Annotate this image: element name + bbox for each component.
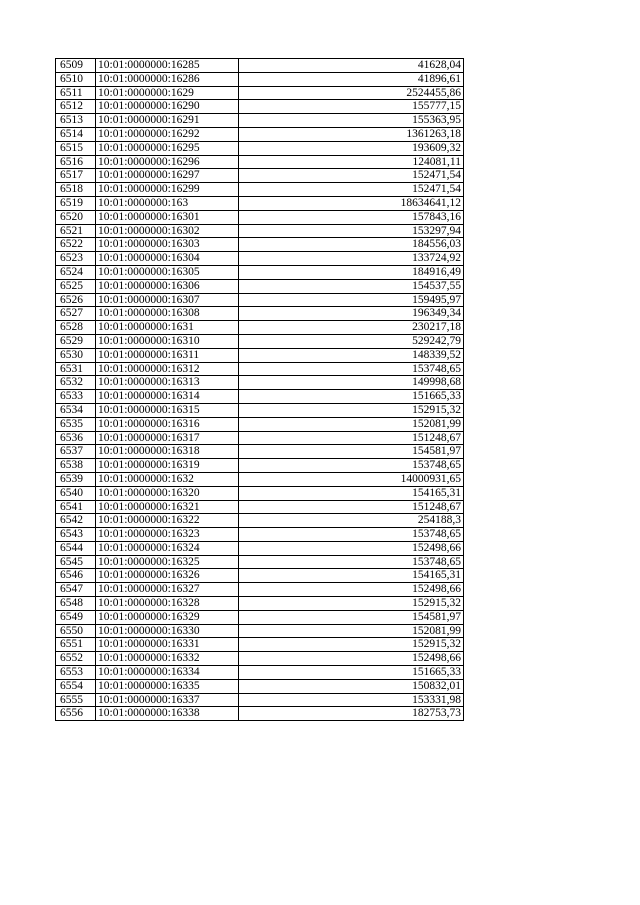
table-row xyxy=(56,141,464,155)
cadastral-number-cell: 10:01:0000000:16308 xyxy=(96,307,239,321)
value-cell: 148339,52 xyxy=(239,348,464,362)
value-cell: 152915,32 xyxy=(239,638,464,652)
row-number-cell: 6522 xyxy=(56,238,96,252)
table-row xyxy=(56,624,464,638)
row-number-cell: 6528 xyxy=(56,321,96,335)
cadastral-number-cell: 10:01:0000000:16338 xyxy=(96,707,239,721)
table-row xyxy=(56,500,464,514)
value-cell: 152081,99 xyxy=(239,624,464,638)
value-cell: 41896,61 xyxy=(239,72,464,86)
row-number-cell: 6517 xyxy=(56,169,96,183)
table-row xyxy=(56,569,464,583)
cadastral-number-cell: 10:01:0000000:16327 xyxy=(96,583,239,597)
value-cell: 155777,15 xyxy=(239,100,464,114)
value-cell: 152498,66 xyxy=(239,583,464,597)
row-number-cell: 6511 xyxy=(56,86,96,100)
table-row xyxy=(56,666,464,680)
cadastral-number-cell: 10:01:0000000:16319 xyxy=(96,459,239,473)
value-cell: 155363,95 xyxy=(239,114,464,128)
cadastral-number-cell: 10:01:0000000:16332 xyxy=(96,652,239,666)
table-row xyxy=(56,265,464,279)
cadastral-number-cell: 10:01:0000000:16320 xyxy=(96,486,239,500)
value-cell: 154165,31 xyxy=(239,569,464,583)
value-cell: 152498,66 xyxy=(239,541,464,555)
row-number-cell: 6509 xyxy=(56,59,96,73)
value-cell: 151248,67 xyxy=(239,500,464,514)
value-cell: 196349,34 xyxy=(239,307,464,321)
table-row xyxy=(56,693,464,707)
value-cell: 153748,65 xyxy=(239,362,464,376)
cadastral-number-cell: 10:01:0000000:16295 xyxy=(96,141,239,155)
cadastral-number-cell: 10:01:0000000:16314 xyxy=(96,390,239,404)
value-cell: 152915,32 xyxy=(239,403,464,417)
table-row xyxy=(56,210,464,224)
table-row xyxy=(56,114,464,128)
cadastral-value-table xyxy=(55,58,464,721)
row-number-cell: 6545 xyxy=(56,555,96,569)
row-number-cell: 6510 xyxy=(56,72,96,86)
table-row xyxy=(56,638,464,652)
table-row xyxy=(56,155,464,169)
row-number-cell: 6526 xyxy=(56,293,96,307)
row-number-cell: 6549 xyxy=(56,610,96,624)
table-row xyxy=(56,183,464,197)
row-number-cell: 6532 xyxy=(56,376,96,390)
value-cell: 151248,67 xyxy=(239,431,464,445)
table-row xyxy=(56,555,464,569)
row-number-cell: 6527 xyxy=(56,307,96,321)
row-number-cell: 6551 xyxy=(56,638,96,652)
value-cell: 154537,55 xyxy=(239,279,464,293)
row-number-cell: 6521 xyxy=(56,224,96,238)
row-number-cell: 6529 xyxy=(56,334,96,348)
value-cell: 154581,97 xyxy=(239,445,464,459)
value-cell: 153748,65 xyxy=(239,459,464,473)
row-number-cell: 6544 xyxy=(56,541,96,555)
cadastral-number-cell: 10:01:0000000:1632 xyxy=(96,472,239,486)
table-row xyxy=(56,100,464,114)
row-number-cell: 6555 xyxy=(56,693,96,707)
value-cell: 182753,73 xyxy=(239,707,464,721)
row-number-cell: 6520 xyxy=(56,210,96,224)
cadastral-number-cell: 10:01:0000000:16290 xyxy=(96,100,239,114)
table-row xyxy=(56,307,464,321)
row-number-cell: 6523 xyxy=(56,252,96,266)
value-cell: 152498,66 xyxy=(239,652,464,666)
cadastral-number-cell: 10:01:0000000:16304 xyxy=(96,252,239,266)
value-cell: 230217,18 xyxy=(239,321,464,335)
table-row xyxy=(56,321,464,335)
table-row xyxy=(56,362,464,376)
cadastral-number-cell: 10:01:0000000:16337 xyxy=(96,693,239,707)
cadastral-number-cell: 10:01:0000000:163 xyxy=(96,196,239,210)
table-row xyxy=(56,652,464,666)
table-row xyxy=(56,445,464,459)
row-number-cell: 6516 xyxy=(56,155,96,169)
cadastral-number-cell: 10:01:0000000:16302 xyxy=(96,224,239,238)
value-cell: 529242,79 xyxy=(239,334,464,348)
row-number-cell: 6534 xyxy=(56,403,96,417)
cadastral-number-cell: 10:01:0000000:16306 xyxy=(96,279,239,293)
cadastral-number-cell: 10:01:0000000:1631 xyxy=(96,321,239,335)
cadastral-number-cell: 10:01:0000000:16317 xyxy=(96,431,239,445)
cadastral-number-cell: 10:01:0000000:16305 xyxy=(96,265,239,279)
row-number-cell: 6542 xyxy=(56,514,96,528)
row-number-cell: 6548 xyxy=(56,597,96,611)
table-row xyxy=(56,224,464,238)
table-body xyxy=(56,59,464,721)
cadastral-number-cell: 10:01:0000000:16307 xyxy=(96,293,239,307)
value-cell: 152081,99 xyxy=(239,417,464,431)
cadastral-number-cell: 10:01:0000000:16335 xyxy=(96,679,239,693)
table-row xyxy=(56,390,464,404)
table-row xyxy=(56,679,464,693)
value-cell: 14000931,65 xyxy=(239,472,464,486)
cadastral-number-cell: 10:01:0000000:16334 xyxy=(96,666,239,680)
table-row xyxy=(56,459,464,473)
row-number-cell: 6536 xyxy=(56,431,96,445)
table-row xyxy=(56,403,464,417)
cadastral-number-cell: 10:01:0000000:16316 xyxy=(96,417,239,431)
cadastral-number-cell: 10:01:0000000:16312 xyxy=(96,362,239,376)
cadastral-number-cell: 10:01:0000000:16286 xyxy=(96,72,239,86)
value-cell: 1361263,18 xyxy=(239,127,464,141)
value-cell: 149998,68 xyxy=(239,376,464,390)
cadastral-number-cell: 10:01:0000000:16330 xyxy=(96,624,239,638)
value-cell: 184556,03 xyxy=(239,238,464,252)
table-row xyxy=(56,279,464,293)
table-row xyxy=(56,169,464,183)
row-number-cell: 6513 xyxy=(56,114,96,128)
value-cell: 153748,65 xyxy=(239,528,464,542)
cadastral-number-cell: 10:01:0000000:16326 xyxy=(96,569,239,583)
table-row xyxy=(56,610,464,624)
row-number-cell: 6538 xyxy=(56,459,96,473)
table-row xyxy=(56,252,464,266)
value-cell: 152471,54 xyxy=(239,169,464,183)
cadastral-number-cell: 10:01:0000000:16324 xyxy=(96,541,239,555)
row-number-cell: 6556 xyxy=(56,707,96,721)
value-cell: 18634641,12 xyxy=(239,196,464,210)
cadastral-number-cell: 10:01:0000000:16325 xyxy=(96,555,239,569)
cadastral-number-cell: 10:01:0000000:16297 xyxy=(96,169,239,183)
table-row xyxy=(56,334,464,348)
cadastral-number-cell: 10:01:0000000:16329 xyxy=(96,610,239,624)
table-row xyxy=(56,472,464,486)
table-row xyxy=(56,196,464,210)
row-number-cell: 6554 xyxy=(56,679,96,693)
cadastral-number-cell: 10:01:0000000:16331 xyxy=(96,638,239,652)
value-cell: 152471,54 xyxy=(239,183,464,197)
row-number-cell: 6531 xyxy=(56,362,96,376)
table-row xyxy=(56,541,464,555)
row-number-cell: 6525 xyxy=(56,279,96,293)
table-row xyxy=(56,86,464,100)
table-row xyxy=(56,293,464,307)
table-row xyxy=(56,583,464,597)
cadastral-number-cell: 10:01:0000000:16313 xyxy=(96,376,239,390)
row-number-cell: 6550 xyxy=(56,624,96,638)
row-number-cell: 6533 xyxy=(56,390,96,404)
cadastral-number-cell: 10:01:0000000:1629 xyxy=(96,86,239,100)
value-cell: 152915,32 xyxy=(239,597,464,611)
value-cell: 193609,32 xyxy=(239,141,464,155)
cadastral-number-cell: 10:01:0000000:16303 xyxy=(96,238,239,252)
table-row xyxy=(56,348,464,362)
row-number-cell: 6524 xyxy=(56,265,96,279)
value-cell: 157843,16 xyxy=(239,210,464,224)
row-number-cell: 6530 xyxy=(56,348,96,362)
table-row xyxy=(56,238,464,252)
value-cell: 133724,92 xyxy=(239,252,464,266)
row-number-cell: 6546 xyxy=(56,569,96,583)
cadastral-number-cell: 10:01:0000000:16328 xyxy=(96,597,239,611)
value-cell: 151665,33 xyxy=(239,666,464,680)
row-number-cell: 6553 xyxy=(56,666,96,680)
value-cell: 154581,97 xyxy=(239,610,464,624)
value-cell: 254188,3 xyxy=(239,514,464,528)
value-cell: 2524455,86 xyxy=(239,86,464,100)
value-cell: 41628,04 xyxy=(239,59,464,73)
row-number-cell: 6537 xyxy=(56,445,96,459)
value-cell: 159495,97 xyxy=(239,293,464,307)
row-number-cell: 6539 xyxy=(56,472,96,486)
value-cell: 184916,49 xyxy=(239,265,464,279)
table-row xyxy=(56,417,464,431)
cadastral-number-cell: 10:01:0000000:16323 xyxy=(96,528,239,542)
row-number-cell: 6547 xyxy=(56,583,96,597)
cadastral-number-cell: 10:01:0000000:16301 xyxy=(96,210,239,224)
table-row xyxy=(56,707,464,721)
row-number-cell: 6519 xyxy=(56,196,96,210)
row-number-cell: 6514 xyxy=(56,127,96,141)
table-row xyxy=(56,59,464,73)
cadastral-number-cell: 10:01:0000000:16299 xyxy=(96,183,239,197)
cadastral-number-cell: 10:01:0000000:16318 xyxy=(96,445,239,459)
cadastral-number-cell: 10:01:0000000:16315 xyxy=(96,403,239,417)
cadastral-number-cell: 10:01:0000000:16321 xyxy=(96,500,239,514)
row-number-cell: 6515 xyxy=(56,141,96,155)
cadastral-number-cell: 10:01:0000000:16296 xyxy=(96,155,239,169)
value-cell: 153297,94 xyxy=(239,224,464,238)
value-cell: 150832,01 xyxy=(239,679,464,693)
table-row xyxy=(56,127,464,141)
table-row xyxy=(56,514,464,528)
cadastral-number-cell: 10:01:0000000:16285 xyxy=(96,59,239,73)
value-cell: 154165,31 xyxy=(239,486,464,500)
table-row xyxy=(56,376,464,390)
row-number-cell: 6512 xyxy=(56,100,96,114)
table-row xyxy=(56,597,464,611)
value-cell: 153748,65 xyxy=(239,555,464,569)
cadastral-number-cell: 10:01:0000000:16322 xyxy=(96,514,239,528)
table-row xyxy=(56,486,464,500)
row-number-cell: 6535 xyxy=(56,417,96,431)
row-number-cell: 6518 xyxy=(56,183,96,197)
cadastral-number-cell: 10:01:0000000:16291 xyxy=(96,114,239,128)
table-row xyxy=(56,72,464,86)
value-cell: 124081,11 xyxy=(239,155,464,169)
value-cell: 153331,98 xyxy=(239,693,464,707)
cadastral-number-cell: 10:01:0000000:16310 xyxy=(96,334,239,348)
cadastral-number-cell: 10:01:0000000:16311 xyxy=(96,348,239,362)
cadastral-number-cell: 10:01:0000000:16292 xyxy=(96,127,239,141)
row-number-cell: 6552 xyxy=(56,652,96,666)
row-number-cell: 6541 xyxy=(56,500,96,514)
row-number-cell: 6540 xyxy=(56,486,96,500)
row-number-cell: 6543 xyxy=(56,528,96,542)
value-cell: 151665,33 xyxy=(239,390,464,404)
table-row xyxy=(56,528,464,542)
table-row xyxy=(56,431,464,445)
